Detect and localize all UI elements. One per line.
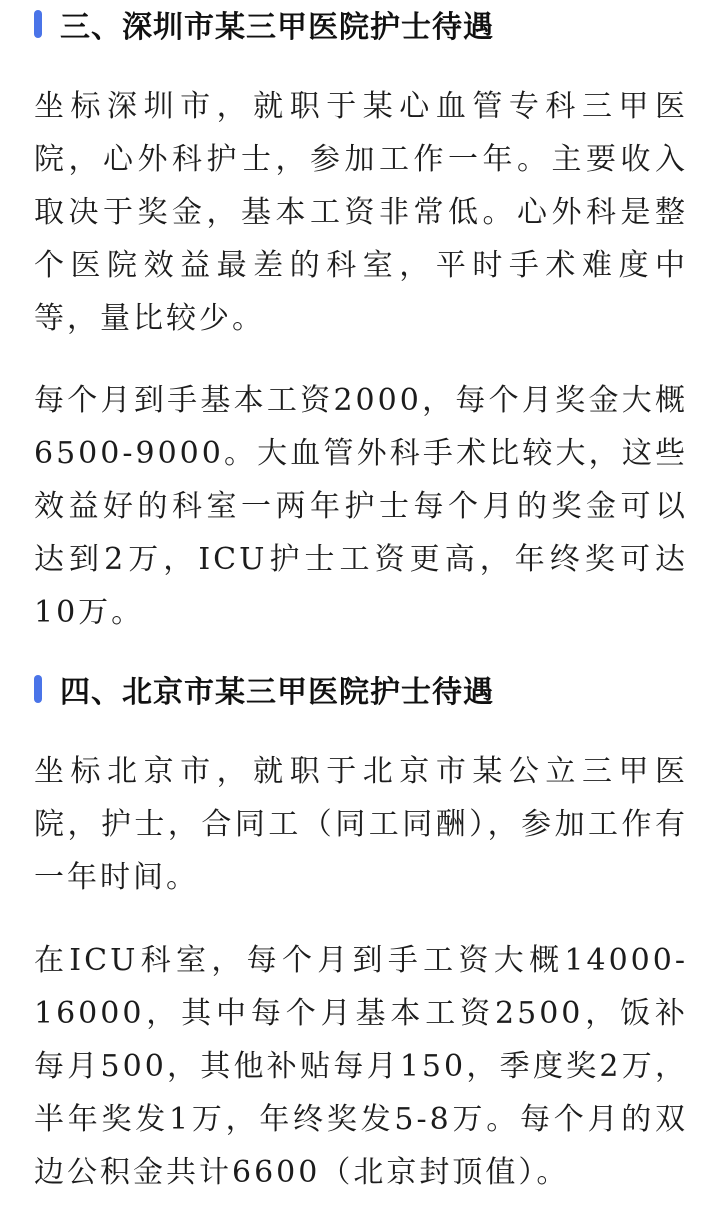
section-heading-shenzhen (34, 4, 494, 44)
heading-accent-bar (34, 10, 42, 38)
section-title: 三、深圳市某三甲医院护士待遇 (60, 10, 494, 45)
section-heading-beijing (34, 669, 494, 709)
heading-accent-bar (34, 675, 42, 703)
paragraph: 在ICU科室，每个月到手工资大概14000-16000，其中每个月基本工资2500，饭补每月500，其他补贴每月150，季度奖2万，半年奖发1万，年终奖发5-8万。每个月的双边公积金共计6600（北京封顶值）。 (34, 943, 688, 1190)
paragraph: 每个月到手基本工资2000，每个月奖金大概6500-9000。大血管外科手术比较大，这些效益好的科室一两年护士每个月的奖金可以达到2万，ICU护士工资更高，年终奖可达10万。 (34, 383, 688, 630)
section-title: 四、北京市某三甲医院护士待遇 (60, 675, 494, 710)
paragraph: 坐标深圳市，就职于某心血管专科三甲医院，心外科护士，参加工作一年。主要收入取决于奖金，基本工资非常低。心外科是整个医院效益最差的科室，平时手术难度中等，量比较少。 (34, 89, 688, 336)
paragraph: 坐标北京市，就职于北京市某公立三甲医院，护士，合同工（同工同酬），参加工作有一年时间。 (34, 754, 688, 895)
